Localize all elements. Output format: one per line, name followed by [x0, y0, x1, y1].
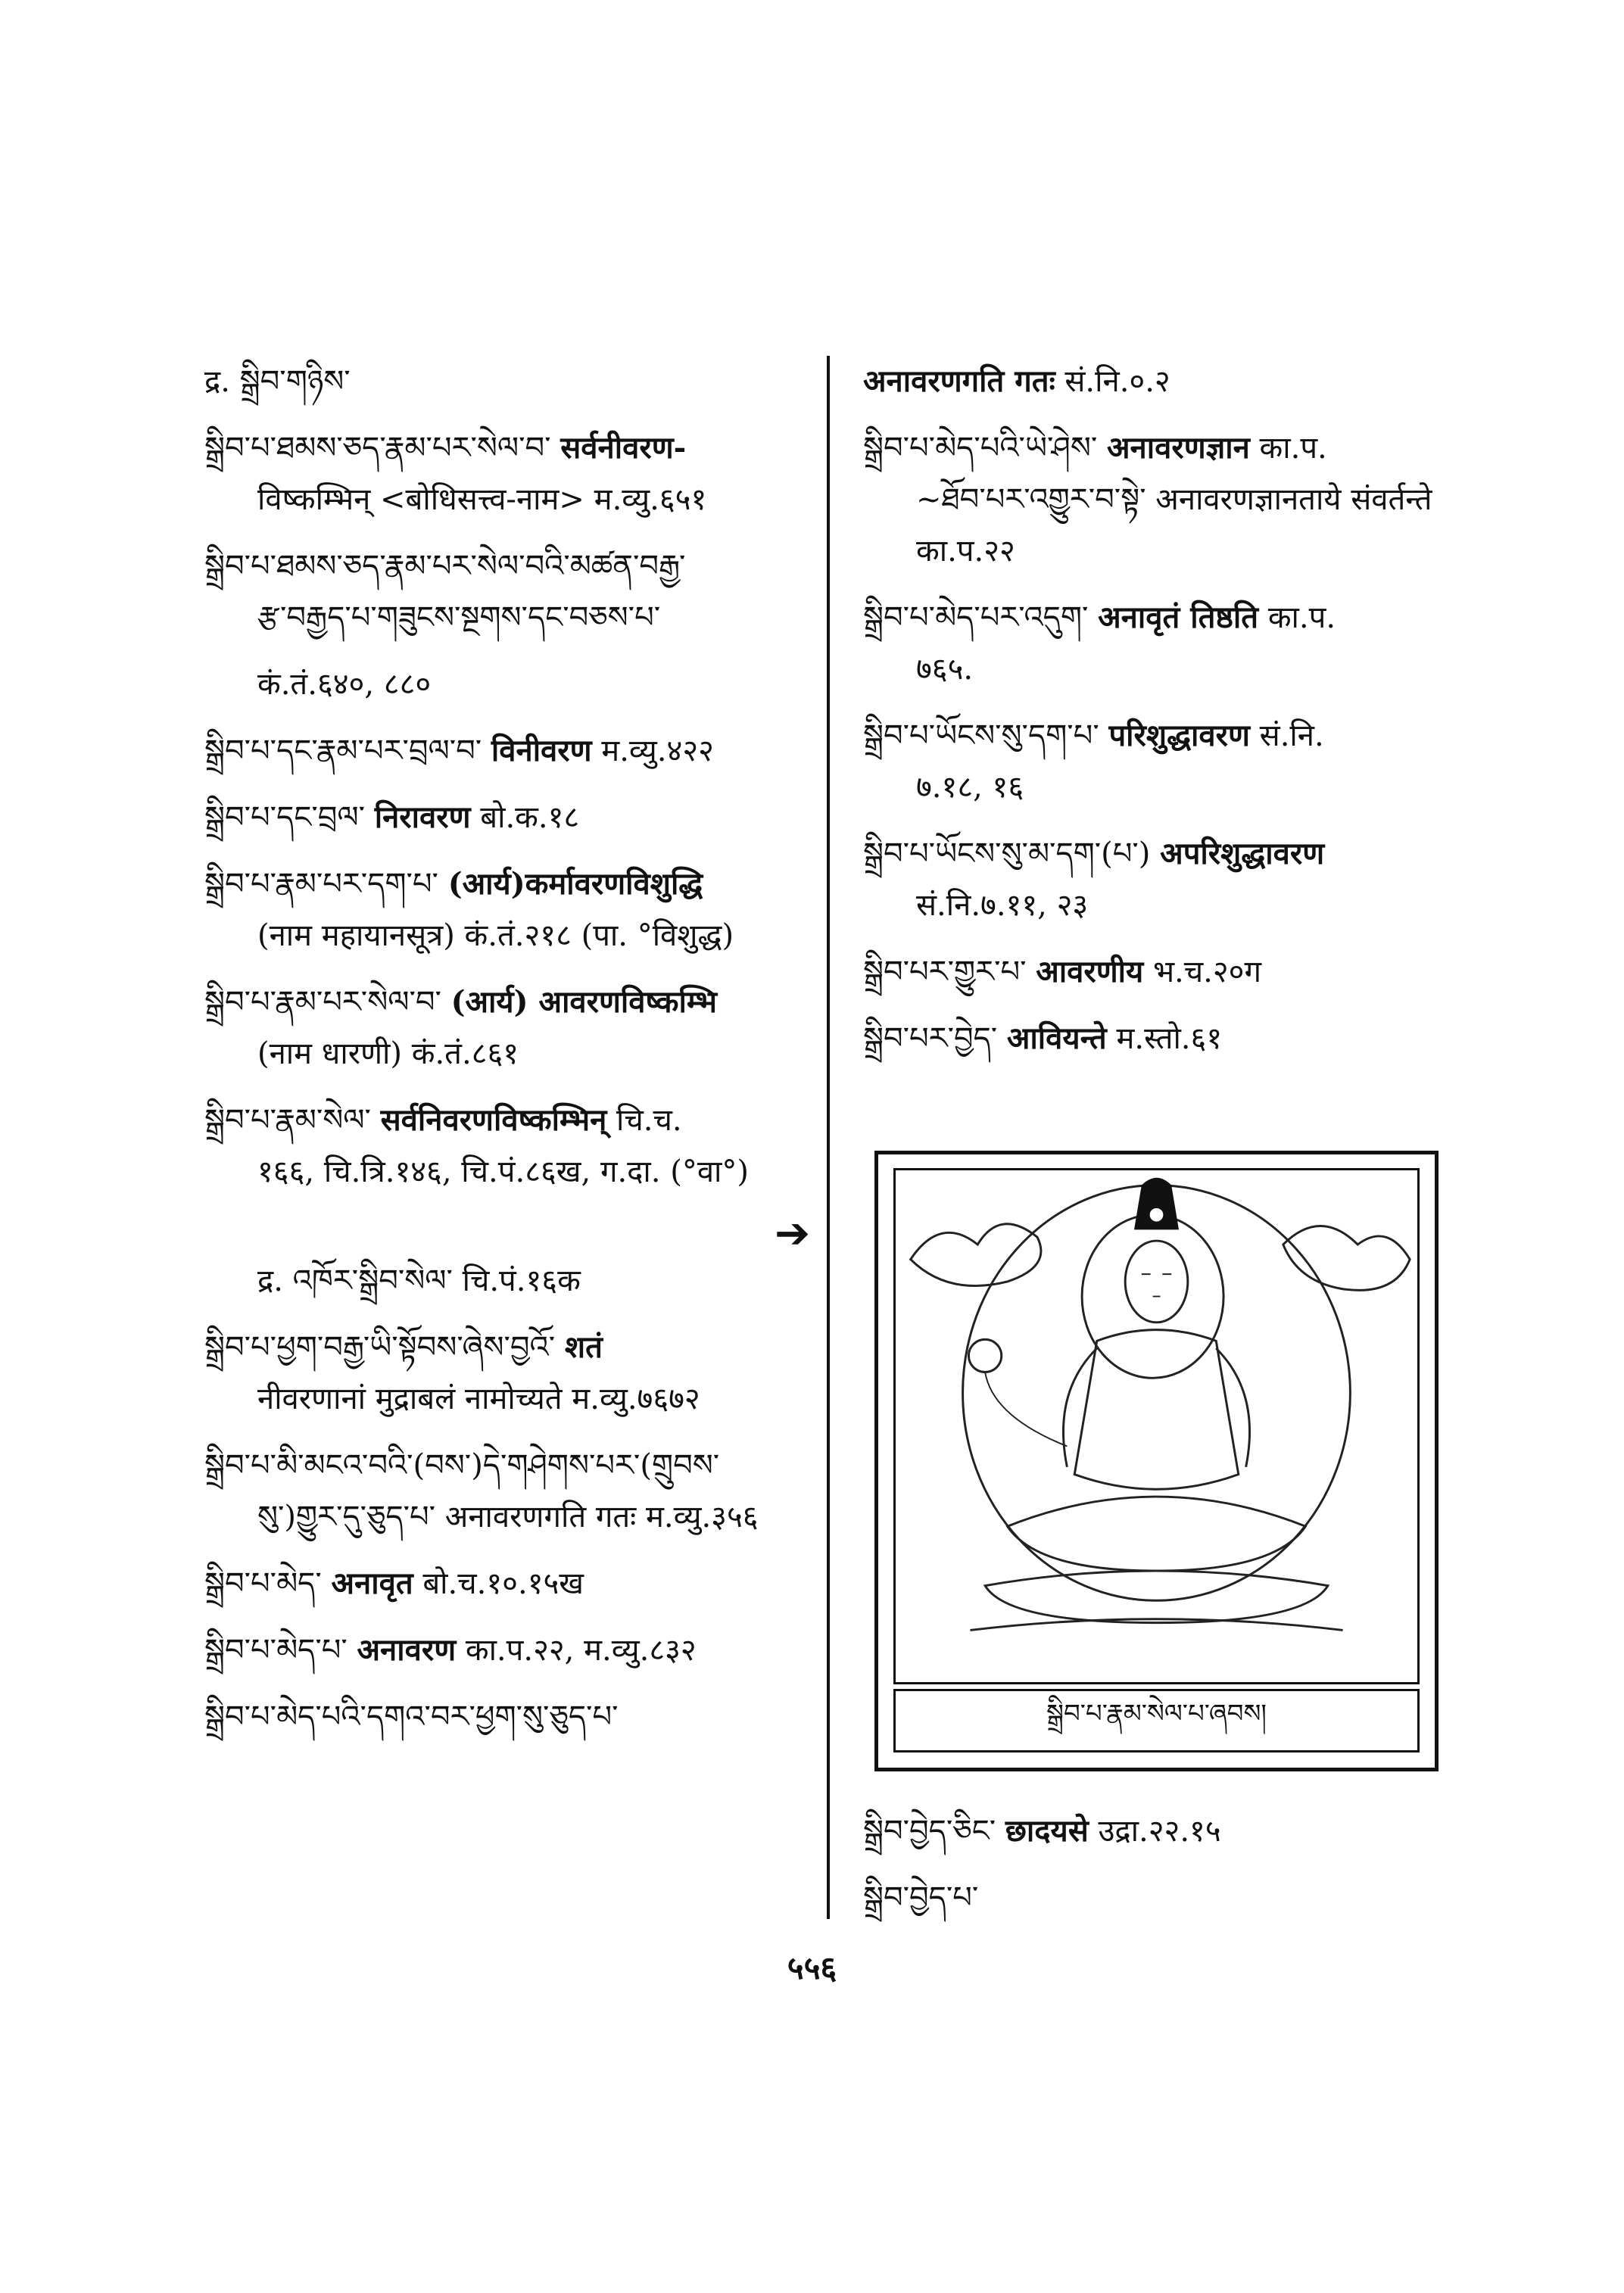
sanskrit-term: अनावृत [331, 1566, 413, 1601]
dictionary-entry [863, 946, 1454, 998]
sanskrit-term: निरावरण [374, 799, 471, 835]
tibetan-term: སྒྲིབ་པ་མེད་པའི་ཡེ་ཤེས་ [863, 431, 1098, 466]
entry-headline [863, 828, 1454, 880]
deity-illustration [874, 1151, 1439, 1771]
entry-continuation: सं.नि.७.११, २३ [916, 888, 1089, 923]
entry-headline [863, 1805, 1454, 1857]
tibetan-term: སྒྲིབ་པར་བྱེད་ [863, 1021, 998, 1056]
sanskrit-term: (आर्य) आवरणविष्कम्भि [450, 984, 717, 1020]
entry-headline [863, 710, 1454, 762]
sanskrit-term: छादयसे [1005, 1813, 1089, 1849]
sanskrit-term: शतं [564, 1329, 603, 1365]
entry-headline [863, 356, 1454, 407]
sanskrit-term: आवियन्ते [1006, 1020, 1107, 1056]
dictionary-entry [863, 1013, 1454, 1064]
tibetan-term: སྒྲིབ་པ་རྣམ་པར་སེལ་བ་ [204, 985, 441, 1020]
dictionary-entry [204, 356, 810, 407]
continue-arrow-icon: ➔ [775, 1209, 810, 1258]
illustration-frame [893, 1168, 1420, 1684]
bottom-right-entries [863, 1805, 1454, 1939]
dictionary-entry [204, 1440, 810, 1543]
page-number: ५५६ [787, 1949, 837, 1986]
dictionary-entry [204, 422, 810, 525]
source-reference: सं.नि. [1259, 718, 1324, 753]
entry-headline [204, 977, 810, 1028]
entry-headline [204, 725, 810, 777]
dictionary-entry [863, 592, 1454, 695]
entry-headline [204, 1691, 810, 1743]
sanskrit-term: परिशुद्धावरण [1108, 718, 1250, 753]
entry-continuation: १६६, चि.त्रि.१४६, चि.पं.८६ख, ग.दा. (°वा°) [257, 1154, 750, 1189]
column-divider [827, 356, 830, 1919]
source-reference: बो.च.१०.१५ख [422, 1566, 584, 1601]
entry-headline [204, 792, 810, 843]
entry-headline [204, 1322, 810, 1373]
sanskrit-term: आवरणीय [1036, 954, 1144, 989]
entry-continuation: ७६५. [916, 652, 974, 687]
dictionary-entry [863, 828, 1454, 931]
tibetan-term: སྒྲིབ་པ་མེད་ [204, 1566, 322, 1601]
tibetan-term: སྒྲིབ་བྱེད་པ་ [863, 1880, 979, 1915]
entry-headline [863, 422, 1454, 474]
source-reference: म.व्यु.४२२ [601, 734, 714, 768]
source-reference: का.प.२२, म.व्यु.८३२ [465, 1633, 697, 1668]
sanskrit-term: सर्वनिवरणविष्कम्भिन् [380, 1102, 607, 1138]
tibetan-term: སྒྲིབ་པ་དང་རྣམ་པར་བྲལ་བ་ [204, 734, 482, 768]
dictionary-entry [204, 1691, 810, 1743]
sanskrit-term: अनावरण [357, 1632, 457, 1668]
sanskrit-term: (आर्य)कर्मावरणविशुद्धि [447, 866, 703, 902]
source-reference: भ.च.२०ग [1152, 955, 1262, 989]
entry-continuation: (नाम धारणी) कं.तं.८६१ [257, 1036, 519, 1071]
entry-continuation: विष्कम्भिन् <बोधिसत्त्व-नाम> म.व्यु.६५१ [257, 482, 707, 517]
dictionary-entry [863, 356, 1454, 407]
seated-bodhisattva-drawing [896, 1170, 1417, 1682]
entry-continuation: ~ཐོབ་པར་འགྱུར་བ་སྟེ་ अनावरणज्ञानताये संवर्तन्ते का.प.२२ [916, 482, 1432, 569]
entry-headline [204, 1558, 810, 1609]
source-reference: चि.च. [616, 1103, 682, 1138]
tibetan-term: སྒྲིབ་པ་མེད་པ་ [204, 1633, 348, 1668]
dictionary-entry [204, 858, 810, 961]
dictionary-entry [863, 1805, 1454, 1857]
caption-text: སྒྲིབ་པ་རྣམ་སེལ་པ་ཞབས། [1046, 1699, 1267, 1729]
dictionary-entry [204, 1322, 810, 1425]
entry-headline [204, 1440, 810, 1491]
entry-headline [204, 858, 810, 910]
entry-continuation: ७.१८, १६ [916, 770, 1024, 805]
dictionary-entry [204, 725, 810, 777]
entry-headline [863, 592, 1454, 643]
entry-headline [863, 946, 1454, 998]
entry-headline [204, 356, 810, 407]
source-reference: उद्रा.२२.१५ [1098, 1814, 1221, 1849]
tibetan-term: སྒྲིབ་པ་རྣམ་པར་དག་པ་ [204, 867, 438, 902]
tibetan-term: སྒྲིབ་པ་མེད་པའི་དགའ་བར་ཕྱག་སུ་ཅུད་པ་ [204, 1699, 619, 1734]
right-column [863, 356, 1454, 1080]
dictionary-entry [204, 1095, 810, 1198]
dictionary-entry [863, 1872, 1454, 1924]
left-column [204, 356, 810, 1758]
tibetan-term: སྒྲིབ་པ་དང་བྲལ་ [204, 800, 365, 835]
tibetan-term: སྒྲིབ་པ་མེད་པར་འདུག་ [863, 600, 1089, 635]
entry-headline [204, 1095, 810, 1146]
source-reference: बो.क.१८ [480, 800, 580, 835]
dictionary-entry [204, 1558, 810, 1609]
dictionary-entry [204, 977, 810, 1080]
entry-headline [204, 541, 810, 592]
tibetan-term: སྒྲིབ་པ་ཡོངས་སུ་དག་པ་ [863, 718, 1099, 753]
dictionary-entry [204, 1625, 810, 1676]
dictionary-entry [204, 541, 810, 643]
tibetan-term: द्र. སྒྲིབ་གཉིས་ [204, 364, 351, 399]
entry-continuation: नीवरणानां मुद्राबलं नामोच्यते म.व्यु.७६७२ [257, 1382, 700, 1416]
dictionary-entry [863, 710, 1454, 813]
entry-headline [204, 1625, 810, 1676]
entry-continuation: कं.तं.६४०, ८८० [257, 667, 432, 702]
entry-continuation: རྩ་བརྒྱད་པ་གཟུངས་སྔགས་དང་བཅས་པ་ [257, 600, 661, 635]
entry-headline [863, 1013, 1454, 1064]
dictionary-entry [863, 422, 1454, 577]
dictionary-entry [204, 659, 810, 710]
sanskrit-term: विनीवरण [491, 733, 592, 768]
tibetan-term: སྒྲིབ་བྱེད་ཅིང་ [863, 1814, 996, 1849]
entry-headline [204, 422, 810, 474]
sanskrit-term: अनावृतं तिष्ठति [1098, 600, 1259, 635]
tibetan-term: སྒྲིབ་པ་ཡོངས་སུ་མ་དག་(པ་) [863, 837, 1151, 871]
sanskrit-term: अपरिशुद्धावरण [1160, 836, 1325, 871]
source-reference: म.स्तो.६१ [1116, 1021, 1223, 1056]
dictionary-entry [204, 792, 810, 843]
dictionary-entry [204, 1255, 810, 1307]
tibetan-term: སྒྲིབ་པ་ཕྱག་བརྒྱ་ཡི་སྟོབས་ཞེས་བྱའོ་ [204, 1330, 556, 1365]
sanskrit-term: अनावरणगति गतः [863, 363, 1055, 399]
entry-continuation: द्र. འཁོར་སྒྲིབ་སེལ་ चि.पं.१६क [257, 1263, 581, 1298]
entry-headline [863, 1872, 1454, 1924]
source-reference: का.प. [1267, 600, 1336, 635]
source-reference: का.प. [1259, 431, 1327, 466]
tibetan-term: སྒྲིབ་པ་རྣམ་སེལ་ [204, 1103, 371, 1138]
sanskrit-term: अनावरणज्ञान [1106, 430, 1250, 466]
entry-continuation: སུ་)གྱུར་དུ་ཅུད་པ་ अनावरणगति गतः म.व्यु.३५६ [257, 1500, 759, 1534]
illustration-caption [893, 1689, 1420, 1752]
entry-continuation: (नाम महायानसूत्र) कं.तं.२१८ (पा. °विशुद्ध) [257, 918, 734, 953]
tibetan-term: སྒྲིབ་པ་མི་མངའ་བའི་(བས་)དེ་གཤེགས་པར་(གྲུབས་ [204, 1448, 720, 1483]
sanskrit-term: सर्वनीवरण- [560, 430, 687, 466]
tibetan-term: སྒྲིབ་པ་ཐམས་ཅད་རྣམ་པར་སེལ་བའི་མཚན་བརྒྱ་ [204, 549, 686, 584]
source-reference: सं.नि.०.२ [1064, 364, 1170, 399]
tibetan-term: སྒྲིབ་པ་ཐམས་ཅད་རྣམ་པར་སེལ་བ་ [204, 431, 551, 466]
tibetan-term: སྒྲིབ་པར་གྱུར་པ་ [863, 955, 1027, 989]
